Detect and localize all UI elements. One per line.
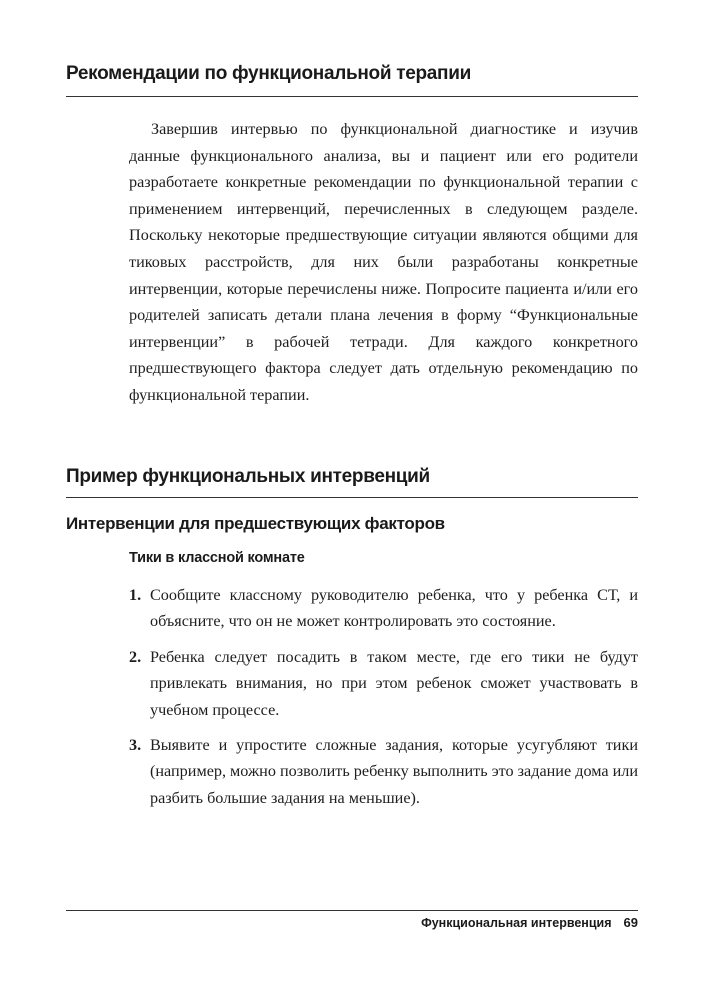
list-item — [129, 582, 638, 635]
intervention-list — [129, 582, 638, 820]
list-item — [129, 732, 638, 811]
section-heading-recommendations: Рекомендации по функциональной терапии — [66, 63, 471, 84]
page-number: 69 — [623, 915, 638, 930]
list-item-text: Ребенка следует посадить в таком месте, где его тики не будут привлекать внимания, но при этом ребенок сможет участвовать в учебном процессе. — [150, 647, 638, 719]
page-footer — [421, 915, 638, 930]
heading-rule — [66, 497, 638, 498]
running-title: Функциональная интервенция — [421, 916, 612, 930]
heading-rule — [66, 96, 638, 97]
subsection-heading: Интервенции для предшествующих факторов — [66, 514, 445, 533]
section-heading-examples: Пример функциональных интервенций — [66, 466, 430, 487]
subsubsection-heading: Тики в классной комнате — [129, 550, 305, 566]
list-item-text: Сообщите классному руководителю ребенка, что у ребенка СТ, и объясните, что он не может контролировать это состояние. — [150, 586, 638, 631]
list-item-number: 1. — [129, 586, 142, 604]
footer-rule — [66, 910, 638, 911]
list-item-text: Выявите и упростите сложные задания, которые усугубляют тики (например, можно позволить ребенку выполнить это задание дома или разбить большие задания на меньшие). — [150, 736, 638, 807]
list-item-number: 3. — [129, 736, 142, 755]
body-paragraph: Завершив интервью по функциональной диагностике и изучив данные функционального анализа, вы и пациент или его родители разработаете конкретные рекомендации по функциональной терапии с применением интервенций, перечисленных в следующем разделе. Поскольку некоторые предшествующие ситуации являются общими для тиковых расстройств, для них были разработаны конкретные интервенции, которые перечислены ниже. Попросите пациента и/или его родителей записать детали плана лечения в форму “Функциональные интервенции” в рабочей тетради. Для каждого конкретного предшествующего фактора следует дать отдельную рекомендацию по функциональной терапии. — [129, 120, 638, 404]
list-item — [129, 644, 638, 723]
list-item-number: 2. — [129, 647, 142, 666]
